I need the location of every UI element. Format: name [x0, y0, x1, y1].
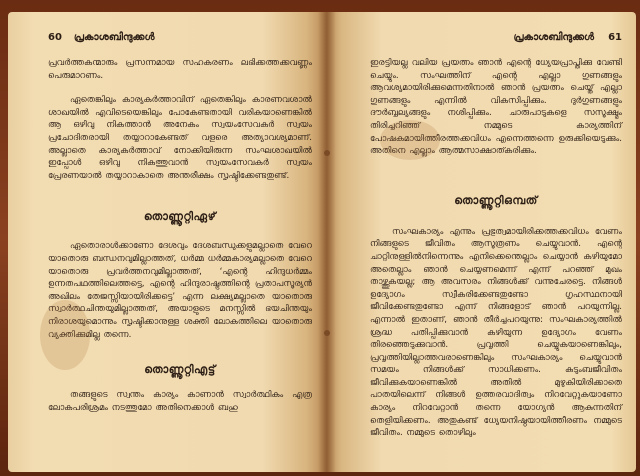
right-paragraph-1: ഇരട്ടിയല്ല വലിയ പ്രയത്നം ഞാൻ എന്റെ ധ്യേയപ്രാപ്തിക്കു വേണ്ടി ചെയ്യും. സംഘത്തിന് എന്റെ എല്ലാ ഗുണങ്ങളും ആവശ്യമായിരിക്കുമെന്നതിനാൽ ഞാൻ പ്രയത്നം ചെയ്ത് എല്ലാ ഗുണങ്ങളും എന്നിൽ വികസിപ്പിക്കും. ദുർഗുണങ്ങളും ദൗർബ്ബല്യങ്ങളും നശിപ്പിക്കും. ചാരുപാടുകളെ സസൂക്ഷ്മം തിരിച്ചറിഞ്ഞ് നമ്മുടെ കാര്യത്തിന് പോഷകമായിത്തീരത്തക്കവിധം എന്നെത്തന്നെ ഉരുക്കിയെടുക്കും. അതിനെ എല്ലാം ആത്മസാക്ഷാത്കരിക്കും.	[370, 58, 622, 157]
left-running-title: പ്രകാശബിന്ദുക്കൾ	[73, 32, 155, 43]
paper-stain	[380, 120, 440, 160]
right-page	[326, 12, 636, 472]
right-running-title: പ്രകാശബിന്ദുക്കൾ	[513, 32, 595, 43]
left-chapter-heading-1: തൊണ്ണൂറ്റിഏഴ്	[143, 210, 217, 224]
book-spine-shadow	[318, 12, 336, 472]
right-chapter-heading-1: തൊണ്ണൂറ്റിഒമ്പത്	[454, 193, 538, 207]
right-page-number: 61	[608, 32, 622, 43]
paper-stain	[40, 300, 90, 370]
right-running-head	[370, 32, 622, 43]
right-paragraph-2: സംഘകാര്യം എന്നും പ്രഭുത്വമായിരിക്കത്തക്കവിധം വേണം നിങ്ങളുടെ ജീവിതം ആസൂത്രണം ചെയ്യുവാൻ. എന്റെ ചാറ്റിനുള്ളിൽനിന്നെന്നും എനിക്കെന്തെല്ലാം ചെയ്യാൻ കഴിയുമോ അതെല്ലാം ഞാൻ ചെയ്യണമെന്ന് എന്ന് പറഞ്ഞ് മുഖം താഴ്ത്തുകയല്ല; ആ അവസരം നിങ്ങൾക്ക് വന്നുചേരട്ടെ. നിങ്ങൾ ഉദ്യോഗം സ്വീകരിക്കേണ്ടതുണ്ടോ ഗൃഹസ്ഥനായി ജീവിക്കേണ്ടതുണ്ടോ എന്ന് നിങ്ങളോട് ഞാൻ പറയുന്നില്ല. എന്നാൽ ഇതാണ്, ഞാൻ തീർച്ചപറയുന്നു: സംഘകാര്യത്തിൽ ശ്രദ്ധ പതിപ്പിക്കുവാൻ കഴിയുന്ന ഉദ്യോഗം വേണം തിരഞ്ഞെടുക്കുവാൻ. പ്രവൃത്തി ചെയ്യുകയാണെങ്കിലും, പ്രവൃത്തിയില്ലാത്തവരാണെങ്കിലും സംഘകാര്യം ചെയ്യുവാൻ സമയം നിങ്ങൾക്ക് സാധിക്കണം. കുടുംബജീവിതം ജീവിക്കുകയാണെങ്കിൽ അതിൽ മുഴുകിയിരിക്കാതെ പാതയിലെന്ന് നിങ്ങൾ ഉത്തരവാദിത്വം നിറവേറ്റുകയാണോ കാര്യം നിറവേറ്റാൻ തന്നെ യോഗ്യൻ ആകുന്നതിന് തെളിയിക്കണം. അതുകണ്ട് ധ്യേയനിഷ്ഠയായിത്തീരണം നമ്മുടെ ജീവിതം. നമ്മുടെ തൊഴിലും	[370, 226, 622, 439]
left-paragraph-2: ഏതെങ്കിലും കാര്യകർത്താവിന് ഏതെങ്കിലും കാരണവശാൽ ശാഖയിൽ എവിടെയെങ്കിലും പോകേണ്ടതായി വരികയാണെങ്കിൽ ആ ഒഴിവു നികത്താൻ അനേകം സ്വയംസേവകർ സ്വയം പ്രചോദിതരായി തയ്യാറാകേണ്ടത് വളരെ അത്യാവശ്യമാണ്. അല്ലാതെ കാര്യകർത്താവ് നോക്കിയിരുന്ന സംഘശാഖയിൽ ഇപ്പോൾ ഒഴിവു നികത്തുവാൻ സ്വയംസേവകർ സ്വയം പ്രേരണയാൽ തയ്യാറാകാതെ അന്തരീക്ഷം സൃഷ്ടിക്കേണ്ടതുണ്ട്.	[48, 95, 312, 181]
left-paragraph-1: പ്രവർത്തകന്മാരും പ്രസന്നമായ സഹകരണം ലഭിക്കത്തക്കവണ്ണം പെരുമാറണം.	[48, 58, 312, 81]
binding-hole-bottom	[324, 330, 330, 336]
binding-hole-top	[324, 150, 330, 156]
left-page-number: 60	[48, 32, 62, 43]
left-page	[8, 12, 326, 472]
left-paragraph-4: തങ്ങളുടെ സ്വന്തം കാര്യം കാണാൻ സ്വാർത്ഥികം എത്ര ലോകപരിശ്രമം നടത്തുമോ അതിനെക്കാൾ ബഹു	[48, 390, 312, 413]
left-running-head	[48, 32, 312, 43]
left-chapter-heading-2: തൊണ്ണൂറ്റിഎട്ട്	[144, 363, 216, 377]
left-paragraph-3: ഏതൊരാൾക്കാണോ ദേശവും ദേശബന്ധുക്കളുമല്ലാതെ വേറെ യാതൊരു ബന്ധനവുമില്ലാത്തത്, ധർമ്മ ധർമ്മകാര്യമല്ലാതെ വേറെ യാതൊരു പ്രവർത്തനവുമില്ലാത്തത്, ‘എന്റെ ഹിന്ദുധർമ്മം ഉന്നതപഥത്തിലെത്തട്ടെ, എന്റെ ഹിന്ദുരാഷ്ട്രത്തിന്റെ പ്രതാപസൂര്യൻ അഖിലം തേജസ്സിയായിരിക്കട്ടെ’ എന്ന ലക്ഷ്യമല്ലാതെ യാതൊരു സ്വാർത്ഥചിന്തയുമില്ലാത്തത്, അയാളുടെ മനസ്സിൽ ഭയചിന്തയും നിരാശയുമൊന്നും സൃഷ്ടിക്കാനുള്ള ശക്തി ലോകത്തിലെ യാതൊരു വ്യക്തിക്കുമില്ല തന്നെ.	[48, 241, 312, 340]
